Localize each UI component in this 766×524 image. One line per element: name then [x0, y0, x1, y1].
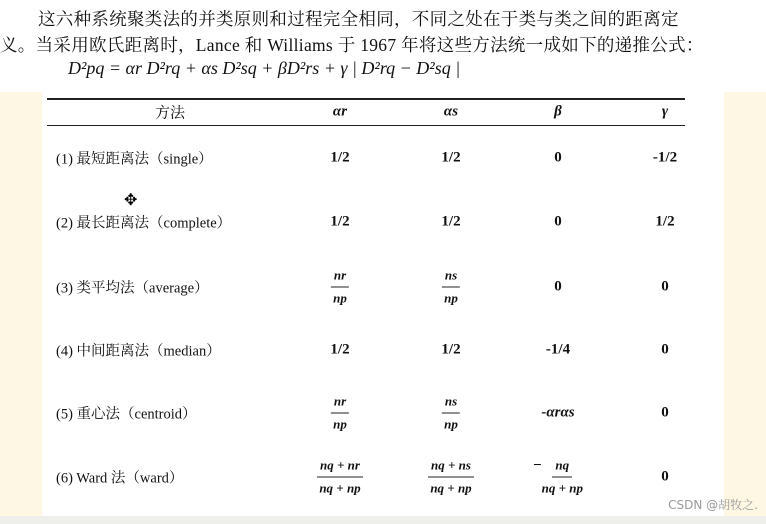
numerator: nq + nr: [317, 458, 363, 478]
cell-alpha-r: 1/2: [330, 213, 350, 230]
recurrence-formula: D²pq = αr D²rq + αs D²sq + βD²rs + γ | D²rq − D²sq |: [68, 58, 461, 78]
table-row-method: (6) Ward 法（ward）: [56, 470, 184, 487]
cell-gamma: 0: [661, 468, 669, 485]
cell-beta: 0: [554, 149, 562, 166]
denominator: np: [444, 290, 458, 306]
cell-alpha-s: [442, 394, 460, 433]
denominator: np: [333, 290, 347, 306]
paragraph-line-1: 这六种系统聚类法的并类原则和过程完全相同，不同之处在于类与类之间的距离定: [38, 9, 679, 29]
table-row-method: (4) 中间距离法（median）: [56, 343, 221, 360]
cell-beta: -1/4: [545, 341, 571, 358]
numerator: nq + ns: [428, 458, 474, 478]
cell-alpha-s: [428, 458, 474, 497]
cell-alpha-r: [317, 458, 363, 497]
numerator: ns: [442, 268, 460, 288]
denominator: np: [333, 416, 347, 432]
denominator: nq + np: [430, 480, 472, 496]
table-row-method: (3) 类平均法（average）: [56, 280, 209, 297]
numerator: ns: [442, 394, 460, 414]
denominator: nq + np: [541, 480, 583, 496]
cell-alpha-s: 1/2: [441, 149, 461, 166]
header-alpha-r: αr: [332, 103, 348, 120]
cell-alpha-s: 1/2: [441, 213, 461, 230]
cell-gamma: 0: [661, 278, 669, 295]
header-gamma: γ: [661, 103, 669, 120]
numerator: nr: [331, 268, 349, 288]
cell-beta: 0: [554, 213, 562, 230]
watermark: CSDN @胡牧之.: [668, 498, 758, 512]
cell-gamma: 1/2: [655, 213, 675, 230]
cell-alpha-r: [331, 394, 349, 433]
minus-sign: −: [533, 457, 542, 474]
cell-beta: 0: [554, 278, 562, 295]
header-method: 方法: [154, 105, 186, 122]
cell-gamma: 0: [661, 341, 669, 358]
cell-beta: -αrαs: [541, 404, 575, 421]
cell-alpha-r: [331, 268, 349, 307]
cell-gamma: 0: [661, 404, 669, 421]
cell-alpha-r: 1/2: [330, 149, 350, 166]
denominator: np: [444, 416, 458, 432]
cell-alpha-s: [442, 268, 460, 307]
bottom-strip: [0, 516, 766, 524]
header-beta: β: [554, 103, 562, 120]
table-row-method: (5) 重心法（centroid）: [56, 406, 197, 423]
cell-gamma: -1/2: [652, 149, 678, 166]
cell-alpha-s: 1/2: [441, 341, 461, 358]
table-row-method: (1) 最短距离法（single）: [56, 151, 213, 168]
cell-beta: [533, 458, 583, 497]
denominator: nq + np: [319, 480, 361, 496]
table-row-method: (2) 最长距离法（complete）: [56, 215, 232, 232]
header-alpha-s: αs: [443, 103, 459, 120]
numerator: nq: [552, 458, 572, 478]
table-header-rule: [47, 125, 685, 126]
table-top-rule: [47, 98, 685, 100]
numerator: nr: [331, 394, 349, 414]
cell-alpha-r: 1/2: [330, 341, 350, 358]
move-cursor-icon: ✥: [124, 192, 138, 209]
paragraph-line-2: 义。当采用欧氏距离时，Lance 和 Williams 于 1967 年将这些方法统一成如下的递推公式：: [0, 35, 704, 55]
